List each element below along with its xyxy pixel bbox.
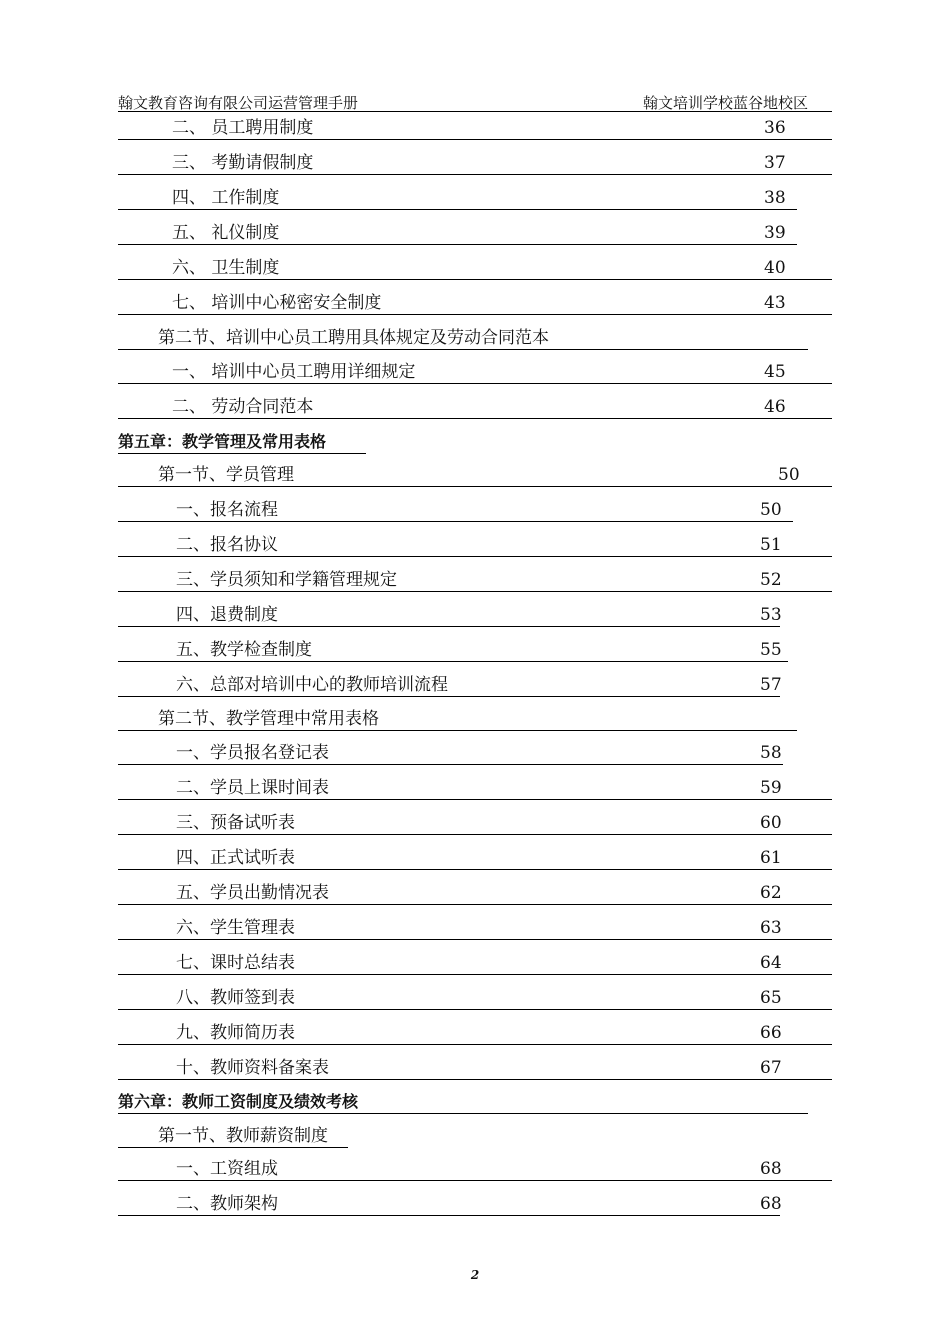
toc-entry-title: 五、教学检查制度 [176,640,312,660]
page-header [118,92,832,112]
toc-entry-title: 第六章：教师工资制度及绩效考核 [118,1092,359,1111]
toc-entry-title: 一、工资组成 [176,1159,278,1179]
toc-entry-title: 七、课时总结表 [176,953,295,973]
toc-entry-title: 六、 卫生制度 [172,258,280,278]
toc-page-number: 36 [764,118,786,138]
toc-entry-title: 第一节、教师薪资制度 [158,1126,328,1146]
toc-entry-title: 一、学员报名登记表 [176,743,329,763]
toc-row[interactable] [118,117,832,140]
toc-row[interactable] [118,1057,832,1080]
toc-page-number: 37 [764,153,786,173]
toc-page-number: 60 [760,813,782,833]
toc-chapter-row[interactable] [118,1091,808,1114]
toc-page-number: 63 [760,918,782,938]
toc-row[interactable] [118,1022,832,1045]
toc-entry-title: 二、学员上课时间表 [176,778,329,798]
toc-page-number: 38 [764,188,786,208]
toc-page-number: 67 [760,1058,782,1078]
toc-entry-title: 第一节、学员管理 [158,465,294,485]
toc-row[interactable] [118,1193,780,1216]
toc-page-number: 68 [760,1159,782,1179]
toc-entry-title: 第五章：教学管理及常用表格 [118,432,327,451]
toc-row[interactable] [118,604,780,627]
toc-row[interactable] [118,569,832,592]
toc-page-number: 43 [764,293,786,313]
toc-row[interactable] [118,674,780,697]
header-left-title: 翰文教育咨询有限公司运营管理手册 [118,94,359,112]
toc-entry-title: 七、 培训中心秘密安全制度 [172,293,382,313]
toc-row[interactable] [118,464,832,487]
toc-row[interactable] [118,499,793,522]
toc-page-number: 68 [760,1194,782,1214]
toc-row[interactable] [118,222,797,245]
toc-page-number: 51 [760,535,782,555]
toc-entry-title: 第二节、教学管理中常用表格 [158,709,379,729]
toc-page-number: 57 [760,675,782,695]
toc-row[interactable] [118,361,832,384]
toc-page-number: 61 [760,848,782,868]
toc-entry-title: 第二节、培训中心员工聘用具体规定及劳动合同范本 [158,328,549,348]
toc-entry-title: 九、教师简历表 [176,1023,295,1043]
toc-entry-title: 一、 培训中心员工聘用详细规定 [172,362,416,382]
toc-row[interactable] [118,708,797,731]
toc-page-number: 50 [778,465,800,485]
toc-row[interactable] [118,1125,348,1148]
toc-page-number: 55 [760,640,782,660]
toc-row[interactable] [118,257,832,280]
toc-chapter-row[interactable] [118,431,366,454]
toc-page-number: 64 [760,953,782,973]
toc-row[interactable] [118,534,832,557]
header-right-title: 翰文培训学校蓝谷地校区 [642,94,808,112]
toc-entry-title: 五、 礼仪制度 [172,223,280,243]
toc-row[interactable] [118,187,797,210]
toc-page-number: 39 [764,223,786,243]
toc-page-number: 58 [760,743,782,763]
toc-page-number: 66 [760,1023,782,1043]
toc-row[interactable] [118,882,832,905]
toc-entry-title: 四、 工作制度 [172,188,280,208]
toc-row[interactable] [118,952,832,975]
toc-row[interactable] [118,847,832,870]
toc-row[interactable] [118,327,808,350]
toc-page-number: 62 [760,883,782,903]
toc-page-number: 46 [764,397,786,417]
toc-page-number: 53 [760,605,782,625]
page-number: 2 [470,1268,480,1282]
toc-entry-title: 二、报名协议 [176,535,278,555]
toc-row[interactable] [118,292,832,315]
toc-entry-title: 四、退费制度 [176,605,278,625]
toc-row[interactable] [118,987,832,1010]
toc-entry-title: 四、正式试听表 [176,848,295,868]
toc-page-number: 50 [760,500,782,520]
toc-entry-title: 二、教师架构 [176,1194,278,1214]
toc-entry-title: 三、学员须知和学籍管理规定 [176,570,397,590]
toc-entry-title: 二、 劳动合同范本 [172,397,314,417]
toc-entry-title: 八、教师签到表 [176,988,295,1008]
toc-row[interactable] [118,917,832,940]
toc-row[interactable] [118,639,788,662]
toc-page-number: 45 [764,362,786,382]
toc-entry-title: 一、报名流程 [176,500,278,520]
toc-page-number: 52 [760,570,782,590]
toc-page-number: 40 [764,258,786,278]
toc-entry-title: 六、学生管理表 [176,918,295,938]
toc-page-number: 59 [760,778,782,798]
toc-entry-title: 五、学员出勤情况表 [176,883,329,903]
toc-entry-title: 十、教师资料备案表 [176,1058,329,1078]
toc-row[interactable] [118,1158,832,1181]
toc-entry-title: 三、 考勤请假制度 [172,153,314,173]
toc-row[interactable] [118,812,832,835]
toc-row[interactable] [118,742,783,765]
toc-page-number: 65 [760,988,782,1008]
toc-entry-title: 六、总部对培训中心的教师培训流程 [176,675,448,695]
toc-row[interactable] [118,152,832,175]
toc-row[interactable] [118,396,832,419]
toc-row[interactable] [118,777,832,800]
toc-entry-title: 二、 员工聘用制度 [172,118,314,138]
toc-entry-title: 三、预备试听表 [176,813,295,833]
